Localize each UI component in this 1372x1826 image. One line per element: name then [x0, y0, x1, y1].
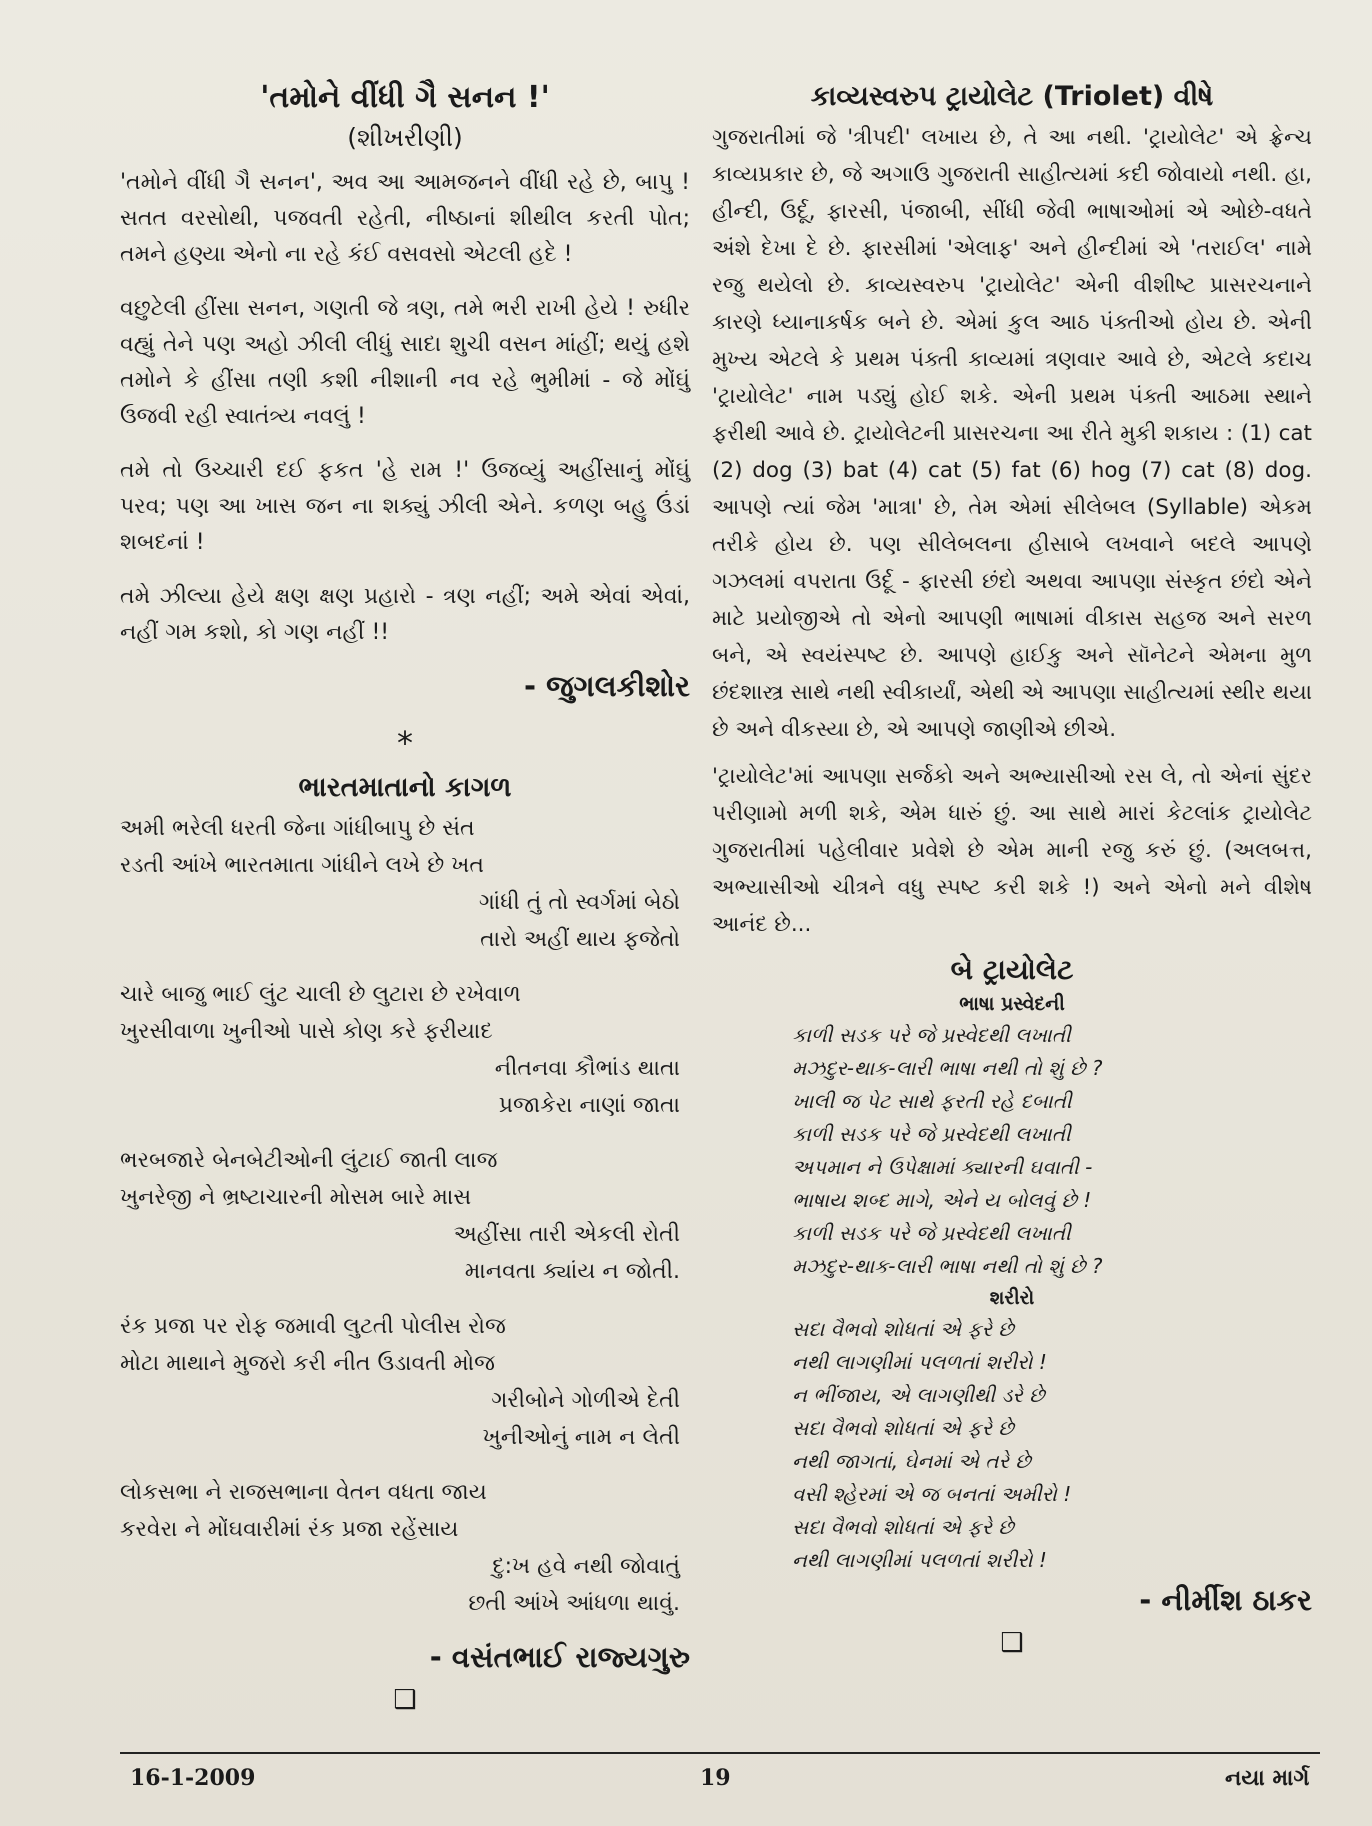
- page-number: 19: [700, 1765, 731, 1791]
- poem-line: ન ભીંજાય, એ લાગણીથી ડરે છે: [792, 1383, 1045, 1407]
- poem2-line: અમી ભરેલી ધરતી જેના ગાંધીબાપુ છે સંત: [120, 816, 475, 841]
- poem2-line: ખુનરેજી ને ભ્રષ્ટાચારની મોસમ બારે માસ: [120, 1185, 472, 1210]
- poem2-stanza: [120, 810, 690, 958]
- triolets-heading: બે ટ્રાયોલેટ: [950, 953, 1074, 986]
- poem-line: સદા વૈભવો શોધતાં એ ફરે છે: [792, 1416, 1014, 1440]
- poem2-line: કરવેરા ને મોંઘવારીમાં રંક પ્રજા રહેંસાય: [120, 1517, 459, 1542]
- poem2-line: લોકસભા ને રાજસભાના વેતન વધતા જાય: [120, 1480, 487, 1505]
- right-column: [712, 75, 1312, 1658]
- poem2-line: છતી આંખે આંધળા થાવું.: [468, 1591, 680, 1616]
- end-mark-left: ❑: [393, 1685, 417, 1715]
- poem-line: સદા વૈભવો શોધતાં એ ફરે છે: [792, 1515, 1014, 1539]
- footer-date: 16-1-2009: [130, 1765, 256, 1791]
- poem2-stanza: [120, 1142, 690, 1290]
- poem-line: કાળી સડક પરે જે પ્રસ્વેદથી લખાતી: [792, 1023, 1071, 1047]
- poem2-line: દુ:ખ હવે નથી જોવાતું: [492, 1554, 680, 1579]
- poem2-line: ગાંધી તું તો સ્વર્ગમાં બેઠો: [478, 890, 680, 915]
- article-heading: કાવ્યસ્વરુપ ટ્રાયોલેટ (Triolet) વીષે: [810, 81, 1214, 112]
- poem-line: નથી લાગણીમાં પલળતાં શરીરો !: [792, 1548, 1047, 1572]
- poem1-stanza: તમે તો ઉચ્ચારી દઈ ફકત 'હે રામ !' ઉજવ્યું અહીંસાનું મોંઘું પરવ; પણ આ ખાસ જન ના શક્યું ઝીલી એને. કળણ બહુ ઉંડાં શબદનાં !: [120, 458, 690, 555]
- poem2-line: ચારે બાજુ ભાઈ લુંટ ચાલી છે લુટારા છે રખેવાળ: [120, 982, 521, 1007]
- publication-name: નયા માર્ગ: [1225, 1765, 1310, 1791]
- poem-line: મઝદુર-થાક-લારી ભાષા નથી તો શું છે ?: [792, 1056, 1103, 1080]
- left-column: [120, 80, 690, 1715]
- poem2-line: અહીંસા તારી એકલી રોતી: [453, 1222, 680, 1247]
- poem-line: કાળી સડક પરે જે પ્રસ્વેદથી લખાતી: [792, 1122, 1071, 1146]
- poem1-stanza: તમે ઝીલ્યા હેયે ક્ષણ ક્ષણ પ્રહારો - ત્રણ નહીં; અમે એવાં એવાં, નહીં ગમ કશો, કો ગણ નહીં !!: [120, 584, 690, 645]
- poem2-line: ખુનીઓનું નામ ન લેતી: [482, 1425, 680, 1450]
- poem-line: અપમાન ને ઉપેક્ષામાં ક્યારની ઘવાતી -: [792, 1155, 1093, 1179]
- triolet2-poem: [792, 1313, 1312, 1577]
- triolet1-poem: [792, 1019, 1312, 1283]
- poem-line: નથી લાગણીમાં પલળતાં શરીરો !: [792, 1350, 1047, 1374]
- poem-line: ભાષાય શબ્દ માગે, એને ય બોલવું છે !: [792, 1188, 1092, 1212]
- poem2-line: ભરબજારે બેનબેટીઓની લુંટાઈ જાતી લાજ: [120, 1148, 498, 1173]
- poem1-meter: (શીખરીણી): [347, 123, 463, 152]
- poem2-line: રડતી આંખે ભારતમાતા ગાંધીને લખે છે ખત: [120, 853, 484, 878]
- poem-line: સદા વૈભવો શોધતાં એ ફરે છે: [792, 1317, 1014, 1341]
- poem1-author: - જુગલકીશોર: [523, 669, 690, 703]
- article-paragraph: ગુજરાતીમાં જે 'ત્રીપદી' લખાય છે, તે આ નથી. 'ટ્રાયોલેટ' એ ફ્રેન્ચ કાવ્યપ્રકાર છે, જે અગાઉ ગુજરાતી સાહીત્યમાં કદી જોવાયો નથી. હા, હીન્દી, ઉર્દૂ, ફારસી, પંજાબી, સીંધી જેવી ભાષાઓમાં એ ઓછે-વધતે અંશે દેખા દે છે. ફારસીમાં 'એલાફ' અને હીન્દીમાં એ 'તરાઈલ' નામે રજુ થયેલો છે. કાવ્યસ્વરુપ 'ટ્રાયોલેટ' એની વીશીષ્ટ પ્રાસરચનાને કારણે ધ્યાનાકર્ષક બને છે. એમાં કુલ આઠ પંક્તીઓ હોય છે. એની મુખ્ય એટલે કે પ્રથમ પંક્તી કાવ્યમાં ત્રણવાર આવે છે, એટલે કદાચ 'ટ્રાયોલેટ' નામ પડ્યું હોઈ શકે. એની પ્રથમ પંક્તી આઠમા સ્થાને ફરીથી આવે છે. ટ્રાયોલેટની પ્રાસરચના આ રીતે મુકી શકાય : (1) cat (2) dog (3) bat (4) cat (5) fat (6) hog (7) cat (8) dog. આપણે ત્યાં જેમ 'માત્રા' છે, તેમ એમાં સીલેબલ (Syllable) એકમ તરીકે હોય છે. પણ સીલેબલના હીસાબે લખવાને બદલે આપણે ગઝલમાં વપરાતા ઉર્દૂ - ફારસી છંદો અથવા આપણા સંસ્કૃત છંદો એને માટે પ્રયોજીએ તો એનો આપણી ભાષામાં વીકાસ સહજ અને સરળ બને, એ સ્વયંસ્પષ્ટ છે. આપણે હાઈકુ અને સૉનેટને એમના મુળ છંદશાસ્ત્ર સાથે નથી સ્વીકાર્યાં, એથી એ આપણા સાહીત્યમાં સ્થીર થયા છે અને વીકસ્યા છે, એ આપણે જાણીએ છીએ.: [712, 125, 1312, 742]
- poem-line: કાળી સડક પરે જે પ્રસ્વેદથી લખાતી: [792, 1221, 1071, 1245]
- end-mark-right: ❑: [1000, 1628, 1024, 1658]
- poem2-line: મોટા માથાને મુજરો કરી નીત ઉડાવતી મોજ: [120, 1351, 495, 1376]
- poem2-title: ભારતમાતાનો કાગળ: [298, 772, 512, 803]
- triolet2-title: શરીરો: [989, 1287, 1035, 1309]
- poem1-stanza: 'તમોને વીંધી ગૈ સનન', અવ આ આમજનને વીંધી રહે છે, બાપુ ! સતત વરસોથી, પજવતી રહેતી, નીષ્ઠાનાં શીથીલ કરતી પોત; તમને હણ્યા એનો ના રહે કંઈ વસવસો એટલી હદે !: [120, 170, 690, 267]
- poem2-stanza: [120, 1308, 690, 1456]
- triolet-author: - નીર્મીશ ઠાકર: [1139, 1583, 1312, 1617]
- poem2-line: રંક પ્રજા પર રોફ જમાવી લુટતી પોલીસ રોજ: [120, 1314, 506, 1339]
- poem-line: મઝદુર-થાક-લારી ભાષા નથી તો શું છે ?: [792, 1254, 1103, 1278]
- poem2-line: માનવતા ક્યાંય ન જોતી.: [464, 1259, 680, 1284]
- poem2-line: ગરીબોને ગોળીએ દેતી: [491, 1388, 680, 1413]
- triolet1-title: ભાષા પ્રસ્વેદની: [959, 993, 1065, 1015]
- poem2-stanza: [120, 1474, 690, 1622]
- poem1-title: 'તમોને વીંધી ગૈ સનન !': [260, 80, 550, 115]
- poem2-line: પ્રજાકેરા નાણાં જાતા: [498, 1093, 680, 1118]
- footer-rule: [120, 1752, 1320, 1754]
- poem-line: વસી શ્હેરમાં એ જ બનતાં અમીરો !: [792, 1482, 1072, 1506]
- poem-line: નથી જાગતાં, ઘેનમાં એ તરે છે: [792, 1449, 1031, 1473]
- poem-line: ખાલી જ પેટ સાથે ફરતી રહે દબાતી: [792, 1089, 1072, 1113]
- separator-asterisk: *: [397, 724, 413, 762]
- poem2-author: - વસંતભાઈ રાજ્યગુરુ: [429, 1640, 690, 1674]
- article-paragraph: 'ટ્રાયોલેટ'માં આપણા સર્જકો અને અભ્યાસીઓ રસ લે, તો એનાં સુંદર પરીણામો મળી શકે, એમ ધારું છું. આ સાથે મારાં કેટલાંક ટ્રાયોલેટ ગુજરાતીમાં પહેલીવાર પ્રવેશે છે એમ માની રજુ કરું છું. (અલબત્ત, અભ્યાસીઓ ચીત્રને વધુ સ્પષ્ટ કરી શકે !) અને એનો મને વીશેષ આનંદ છે...: [712, 764, 1312, 937]
- poem2-line: તારો અહીં થાય ફજેતો: [480, 927, 680, 952]
- poem2-line: ખુરસીવાળા ખુનીઓ પાસે કોણ કરે ફરીયાદ: [120, 1019, 493, 1044]
- poem2-stanza: [120, 976, 690, 1124]
- poem1-stanza: વછુટેલી હીંસા સનન, ગણતી જે ત્રણ, તમે ભરી રાખી હેયે ! રુધીર વહ્યું તેને પણ અહો ઝીલી લીધું સાદા શુચી વસન માંહીં; થયું હશે તમોને કે હીંસા તણી કશી નીશાની નવ રહે ભુમીમાં - જે મોંઘું ઉજવી રહી સ્વાતંત્ર્ય નવલું !: [120, 296, 690, 429]
- poem2-line: નીતનવા કૌભાંડ થાતા: [494, 1056, 680, 1081]
